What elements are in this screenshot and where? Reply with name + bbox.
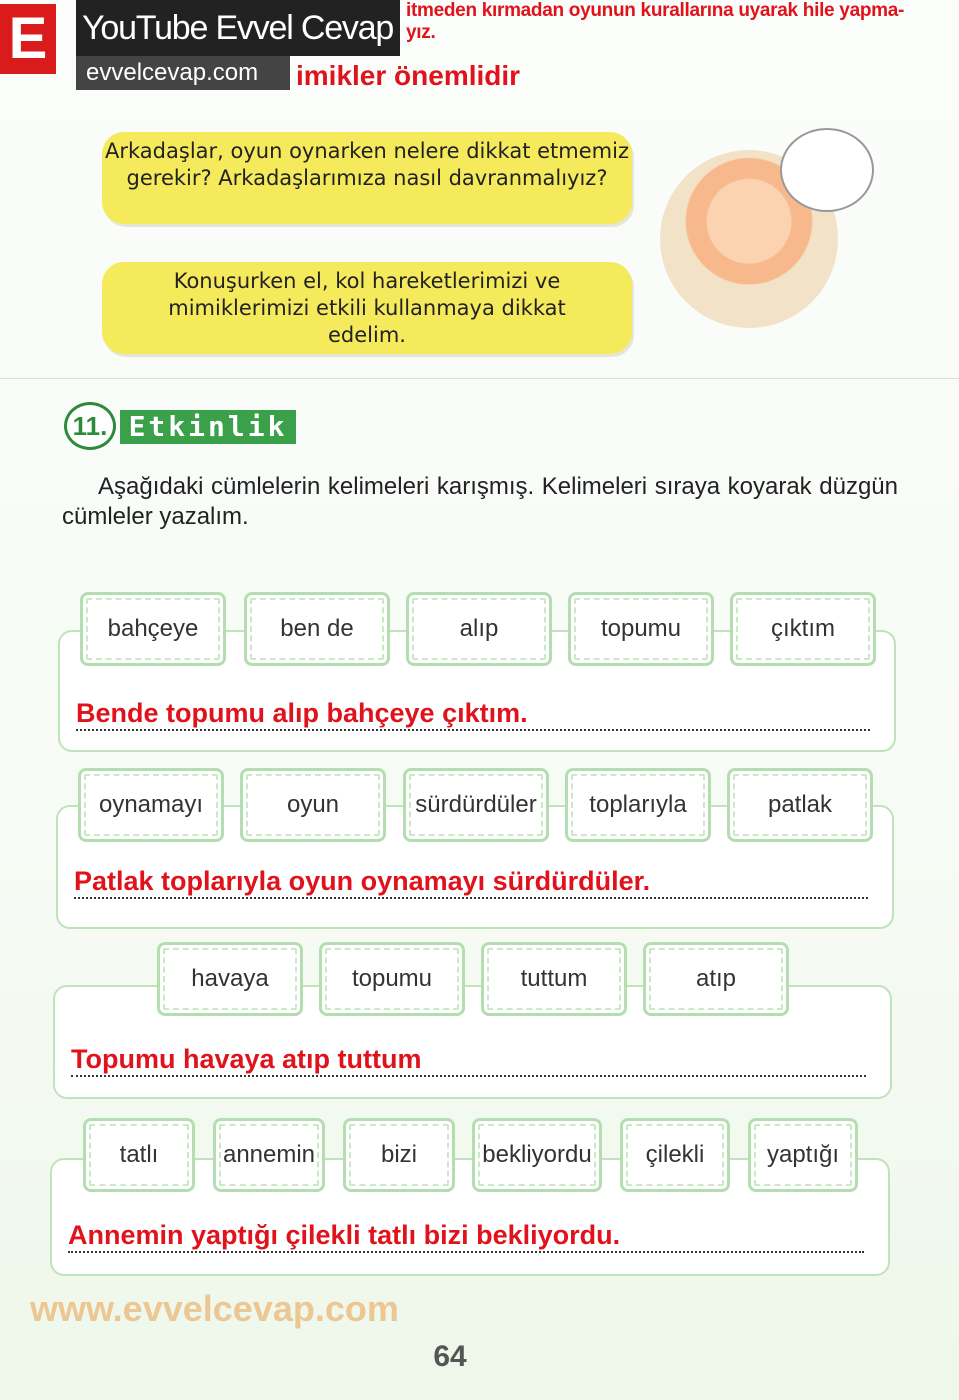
word-card: sürdürdüler — [403, 768, 549, 842]
channel-banner[interactable]: YouTube Evvel Cevap — [76, 0, 400, 56]
site-watermark: www.evvelcevap.com — [30, 1288, 399, 1329]
word-card: topumu — [568, 592, 714, 666]
word-card: tatlı — [83, 1118, 195, 1192]
word-card: bahçeye — [80, 592, 226, 666]
instruction-text: Aşağıdaki cümlelerin kelimeleri karışmış. Kelimeleri sıraya koyarak düzgün cümleler yazalım. — [62, 473, 898, 530]
word-card: annemin — [213, 1118, 325, 1192]
site-banner[interactable]: evvelcevap.com — [76, 56, 290, 90]
word-card: atıp — [643, 942, 789, 1016]
word-card: çıktım — [730, 592, 876, 666]
word-card: ben de — [244, 592, 390, 666]
intro-line-1: itmeden kırmadan oyunun kurallarına uyarak hile yapma- — [406, 0, 905, 21]
word-card: yaptığı — [748, 1118, 858, 1192]
empty-speech-bubble — [780, 128, 874, 212]
answer-line[interactable]: Topumu havaya atıp tuttum — [71, 1044, 866, 1077]
word-card: toplarıyla — [565, 768, 711, 842]
word-card: oyun — [240, 768, 386, 842]
channel-logo: E — [0, 4, 56, 74]
word-card: havaya — [157, 942, 303, 1016]
section-heading: imikler önemlidir — [296, 60, 521, 91]
word-card: bekliyordu — [472, 1118, 602, 1192]
activity-number: 11. — [64, 402, 116, 450]
word-card: topumu — [319, 942, 465, 1016]
word-card: alıp — [406, 592, 552, 666]
word-card: bizi — [343, 1118, 455, 1192]
word-card: çilekli — [620, 1118, 730, 1192]
word-card: oynamayı — [78, 768, 224, 842]
answer-line[interactable]: Bende topumu alıp bahçeye çıktım. — [76, 698, 870, 731]
divider — [0, 378, 959, 379]
speech-bubble-advice: Konuşurken el, kol hareketlerimizi ve mimiklerimizi etkili kullanmaya dikkat edelim. — [102, 262, 632, 354]
activity-label: Etkinlik — [120, 410, 296, 444]
activity-badge — [64, 402, 296, 450]
speech-bubble-question: Arkadaşlar, oyun oynarken nelere dikkat etmemiz gerekir? Arkadaşlarımıza nasıl davranmalıyız? — [102, 132, 632, 224]
page-number: 64 — [433, 1340, 467, 1373]
answer-line[interactable]: Annemin yaptığı çilekli tatlı bizi bekliyordu. — [68, 1220, 864, 1253]
intro-line-2: yız. — [406, 22, 436, 43]
word-card: patlak — [727, 768, 873, 842]
answer-line[interactable]: Patlak toplarıyla oyun oynamayı sürdürdüler. — [74, 866, 868, 899]
word-card: tuttum — [481, 942, 627, 1016]
